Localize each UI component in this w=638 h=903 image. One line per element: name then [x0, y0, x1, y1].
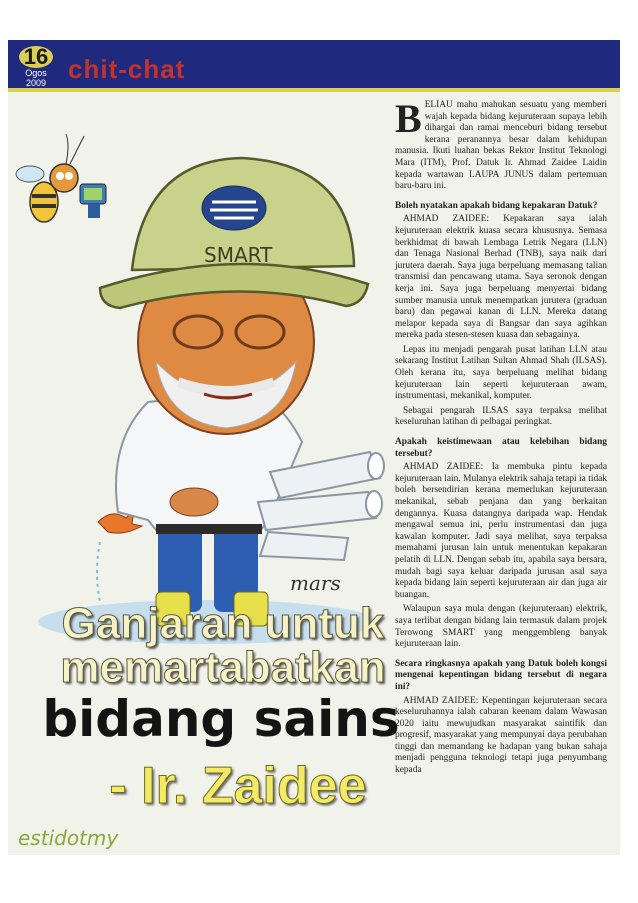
issue-date: Ogos 2009 — [25, 68, 47, 88]
section-title: chit-chat — [68, 54, 186, 84]
answer-2-paragraph-1: AHMAD ZAIDEE: Ia membuka pintu kepada kejuruteraan lain. Mulanya elektrik sahaja tetapi ia tidak boleh bersendirian kerana memerlukan kejuruteraan mekanikal, sebab penjana dan yang berkaitan dengannya. Kuasa datangnya daripada wap. Hendak mengawal semua ini, perlu instrumentasi dan juga kawalan komputer. Jadi saya melihat, saya terpaksa memahami jurusan lain untuk menentukan kepakaran pelatih di LLN. Dengan sebab itu, apabila saya bersara, mudah bagi saya keluar daripada jurusan asal saya kepada bidang lain seperti kejuruteraan air dan juga air buangan. — [395, 462, 607, 600]
answer-3-paragraph-1: AHMAD ZAIDEE: Kepentingan kejuruteraan secara keseluruhannya ialah cabaran keenam dalam Wawasan 2020 iaitu mewujudkan masyarakat saintifik dan progresif, masyarakat yang mempunyai daya perubahan tinggi dan memandang ke hadapan yang bukan sahaja menjadi pengguna teknologi tetapi juga penyumbang kepada — [395, 695, 607, 776]
magazine-page — [8, 40, 620, 855]
caricature-illustration — [8, 92, 400, 652]
article-column — [395, 96, 607, 780]
headline-line-1: Ganjaran untuk — [61, 599, 385, 648]
answer-1-paragraph-2: Lepas itu menjadi pengarah pusat latihan LLN atau sekarang Institut Latihan Sultan Ahmad Shah (ILSAS). Oleh kerana itu, saya berpeluang melihat bidang kejuruteraan lain seperti kejuruteraan awam, instrumentasi, mekanikal, komputer. — [395, 344, 607, 402]
question-3: Secara ringkasnya apakah yang Datuk boleh kongsi mengenai kepentingan bidang tersebut di negara ini? — [395, 658, 607, 692]
intro-text: ELIAU mahu mahukan sesuatu yang memberi wajah kepada bidang kejuruteraan supaya lebih dihargai dan ramai menceburi bidang tersebut kerana peranannya besar dalam kehidupan manusia. Ikuti luahan bekas Rektor Institut Teknologi Mara (ITM), Prof. Datuk Ir. Ahmad Zaidee Laidin kepada wartawan LAUPA JUNUS dalam pertemuan baru-baru ini. — [395, 100, 607, 192]
answer-1-paragraph-3: Sebagai pengarah ILSAS saya terpaksa melihat keseluruhan latihan di pelbagai peringkat. — [395, 405, 607, 428]
headline-line-3: bidang sains — [42, 690, 400, 748]
bee-mascot-icon — [16, 134, 106, 222]
question-1: Boleh nyatakan apakah bidang kepakaran Datuk? — [395, 200, 598, 211]
answer-1-paragraph-1: AHMAD ZAIDEE: Kepakaran saya ialah kejuruteraan elektrik kuasa secara khususnya. Semasa berkhidmat di bawah Lembaga Letrik Negara (LLN) dan Tenaga Nasional Berhad (TNB), saya naik dari jurutera daerah. Saya juga berpeluang memasang talian transmisi dan pencawang utama. Saya seronok dengan kerja ini. Saya juga berpeluang menyertai bidang sumber manusia untuk menempatkan jurutera (graduan baru) dan pegawai kanan di LLN. Mereka datang melapor kepada saya di Bangsar dan saya agihkan mereka pada stesen-stesen kuasa dan sebagainya. — [395, 214, 607, 341]
helmet-label: SMART — [204, 243, 273, 267]
headline-line-2: memartabatkan — [60, 643, 386, 692]
answer-2-paragraph-2: Walaupun saya mula dengan (kejuruteraan) elektrik, saya terlibat dengan bidang lain termasuk dalam projek Terowong SMART yang menggembleng banyak kejuruteraan lain. — [395, 604, 607, 650]
question-2: Apakah keistimewaan atau kelebihan bidang tersebut? — [395, 437, 607, 459]
dropcap: B — [395, 96, 422, 141]
header-bar — [8, 40, 620, 88]
headline-line-4: - Ir. Zaidee — [109, 757, 367, 815]
page-number: 16 — [19, 46, 53, 68]
publisher-logo: estidotmy — [18, 826, 119, 850]
article-intro — [395, 96, 607, 193]
artist-signature: mars — [290, 571, 341, 595]
page-number-badge — [14, 46, 58, 88]
